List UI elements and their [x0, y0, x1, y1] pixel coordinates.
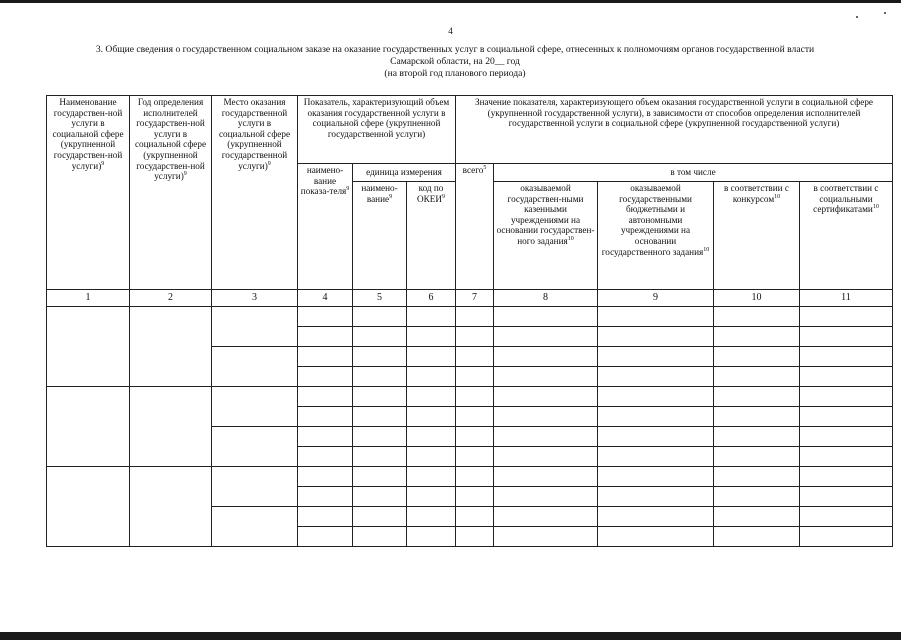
scan-edge-top [0, 0, 901, 3]
empty-cell [456, 487, 494, 507]
column-number: 3 [212, 290, 298, 307]
empty-cell [407, 527, 456, 547]
empty-cell [456, 367, 494, 387]
empty-cell [800, 507, 893, 527]
empty-cell [298, 387, 353, 407]
empty-cell [298, 467, 353, 487]
empty-cell [456, 347, 494, 367]
empty-cell [353, 367, 407, 387]
empty-cell [47, 307, 130, 387]
empty-cell [130, 467, 212, 547]
empty-cell [800, 427, 893, 447]
header-unit-group: единица измерения [353, 164, 456, 182]
header-including: в том числе [494, 164, 893, 182]
empty-cell [407, 367, 456, 387]
empty-cell [456, 387, 494, 407]
header-unit-okei: код по ОКЕИ$^9$ [407, 182, 456, 290]
empty-cell [800, 447, 893, 467]
empty-cell [800, 387, 893, 407]
heading-line-2: Самарской области, на 20__ год [390, 56, 520, 67]
empty-cell [130, 307, 212, 387]
empty-cell [407, 307, 456, 327]
empty-cell [494, 487, 598, 507]
empty-cell [212, 427, 298, 467]
empty-cell [598, 447, 714, 467]
empty-cell [714, 307, 800, 327]
empty-cell [298, 327, 353, 347]
empty-cell [494, 367, 598, 387]
header-value-group: Значение показателя, характеризующего объем оказания государственной услуги в социальной сфере (укрупненной государственной услуги), в зависимости от способов определения исполнителей государственной услуги в социальной сфере (укрупненной государственной услуги) [456, 96, 893, 164]
empty-cell [800, 347, 893, 367]
empty-cell [714, 467, 800, 487]
empty-cell [714, 407, 800, 427]
empty-cell [407, 347, 456, 367]
empty-cell [353, 527, 407, 547]
empty-cell [598, 367, 714, 387]
empty-cell [353, 307, 407, 327]
empty-cell [47, 387, 130, 467]
header-total: всего$^5$ [456, 164, 494, 290]
empty-cell [353, 327, 407, 347]
empty-cell [353, 487, 407, 507]
empty-cell [598, 427, 714, 447]
empty-cell [494, 407, 598, 427]
empty-cell [494, 447, 598, 467]
empty-cell [714, 447, 800, 467]
empty-cell [598, 487, 714, 507]
empty-cell [456, 407, 494, 427]
empty-cell [456, 447, 494, 467]
empty-cell [407, 467, 456, 487]
empty-cell [353, 347, 407, 367]
empty-cell [494, 427, 598, 447]
page-number: 4 [448, 26, 453, 36]
empty-cell [298, 407, 353, 427]
empty-cell [353, 447, 407, 467]
scan-edge-bottom [0, 632, 901, 640]
empty-cell [47, 467, 130, 547]
heading-line-1: 3. Общие сведения о государственном социальном заказе на оказание государственных услуг в социальной сфере, отнесенных к полномочиям органов государственной власти [95, 44, 815, 55]
empty-cell [353, 507, 407, 527]
empty-cell [353, 467, 407, 487]
empty-cell [407, 447, 456, 467]
empty-cell [598, 387, 714, 407]
empty-cell [407, 327, 456, 347]
empty-cell [598, 347, 714, 367]
header-year: Год определения исполнителей государствен-ной услуги в социальной сфере (укрупненной государствен-ной услуги)$^9$ [130, 96, 212, 290]
empty-cell [598, 327, 714, 347]
empty-cell [298, 487, 353, 507]
column-number: 8 [494, 290, 598, 307]
empty-cell [298, 507, 353, 527]
empty-cell [212, 387, 298, 427]
empty-cell [407, 407, 456, 427]
empty-cell [800, 527, 893, 547]
header-indicator-group: Показатель, характеризующий объем оказания государственной услуги в социальной сфере (укрупненной государственной услуги) [298, 96, 456, 164]
empty-cell [494, 507, 598, 527]
empty-cell [212, 507, 298, 547]
scan-speck [884, 12, 886, 14]
column-number: 2 [130, 290, 212, 307]
empty-cell [494, 387, 598, 407]
state-order-table [46, 95, 893, 547]
empty-cell [212, 347, 298, 387]
empty-cell [407, 387, 456, 407]
column-number: 5 [353, 290, 407, 307]
empty-cell [494, 467, 598, 487]
empty-cell [456, 307, 494, 327]
empty-cell [456, 467, 494, 487]
empty-cell [456, 507, 494, 527]
section-heading [40, 44, 870, 80]
header-indicator-name: наимено-вание показа-теля$^9$ [298, 164, 353, 290]
empty-cell [494, 327, 598, 347]
column-number: 7 [456, 290, 494, 307]
empty-cell [456, 527, 494, 547]
header-service-name: Наименование государствен-ной услуги в социальной сфере (укрупненной государствен-ной услуги)$^9$ [47, 96, 130, 290]
empty-cell [353, 387, 407, 407]
empty-cell [212, 467, 298, 507]
empty-cell [353, 427, 407, 447]
heading-line-3: (на второй год планового периода) [384, 68, 526, 79]
empty-cell [494, 347, 598, 367]
column-number: 4 [298, 290, 353, 307]
empty-cell [714, 367, 800, 387]
empty-cell [598, 507, 714, 527]
column-number: 1 [47, 290, 130, 307]
column-number: 10 [714, 290, 800, 307]
empty-cell [800, 367, 893, 387]
empty-cell [298, 527, 353, 547]
empty-cell [456, 427, 494, 447]
empty-cell [714, 327, 800, 347]
empty-cell [714, 527, 800, 547]
empty-cell [800, 407, 893, 427]
column-number: 9 [598, 290, 714, 307]
empty-cell [298, 447, 353, 467]
empty-cell [598, 467, 714, 487]
empty-cell [298, 427, 353, 447]
empty-cell [800, 467, 893, 487]
empty-cell [714, 487, 800, 507]
empty-cell [407, 427, 456, 447]
empty-cell [298, 347, 353, 367]
empty-cell [598, 407, 714, 427]
empty-cell [800, 307, 893, 327]
header-certificates: в соответствии с социальными сертификатами$^{10}$ [800, 182, 893, 290]
empty-cell [298, 307, 353, 327]
empty-cell [494, 307, 598, 327]
scan-speck [856, 16, 858, 18]
empty-cell [353, 407, 407, 427]
header-unit-name: наимено-вание$^9$ [353, 182, 407, 290]
header-state-institutions: оказываемой государствен-ными казенными учреждениями на основании государствен-ного задания$^{10}$ [494, 182, 598, 290]
empty-cell [494, 527, 598, 547]
empty-cell [407, 507, 456, 527]
empty-cell [714, 507, 800, 527]
empty-cell [456, 327, 494, 347]
empty-cell [298, 367, 353, 387]
empty-cell [714, 347, 800, 367]
header-competition: в соответствии с конкурсом$^{10}$ [714, 182, 800, 290]
empty-cell [714, 427, 800, 447]
empty-cell [598, 307, 714, 327]
empty-cell [407, 487, 456, 507]
column-number: 11 [800, 290, 893, 307]
empty-cell [130, 387, 212, 467]
column-number: 6 [407, 290, 456, 307]
empty-cell [714, 387, 800, 407]
empty-cell [800, 327, 893, 347]
header-budget-institutions: оказываемой государственными бюджетными и автономными учреждениями на основании государственного задания$^{10}$ [598, 182, 714, 290]
header-place: Место оказания государственной услуги в социальной сфере (укрупненной государственной услуги)$^9$ [212, 96, 298, 290]
empty-cell [598, 527, 714, 547]
empty-cell [800, 487, 893, 507]
empty-cell [212, 307, 298, 347]
